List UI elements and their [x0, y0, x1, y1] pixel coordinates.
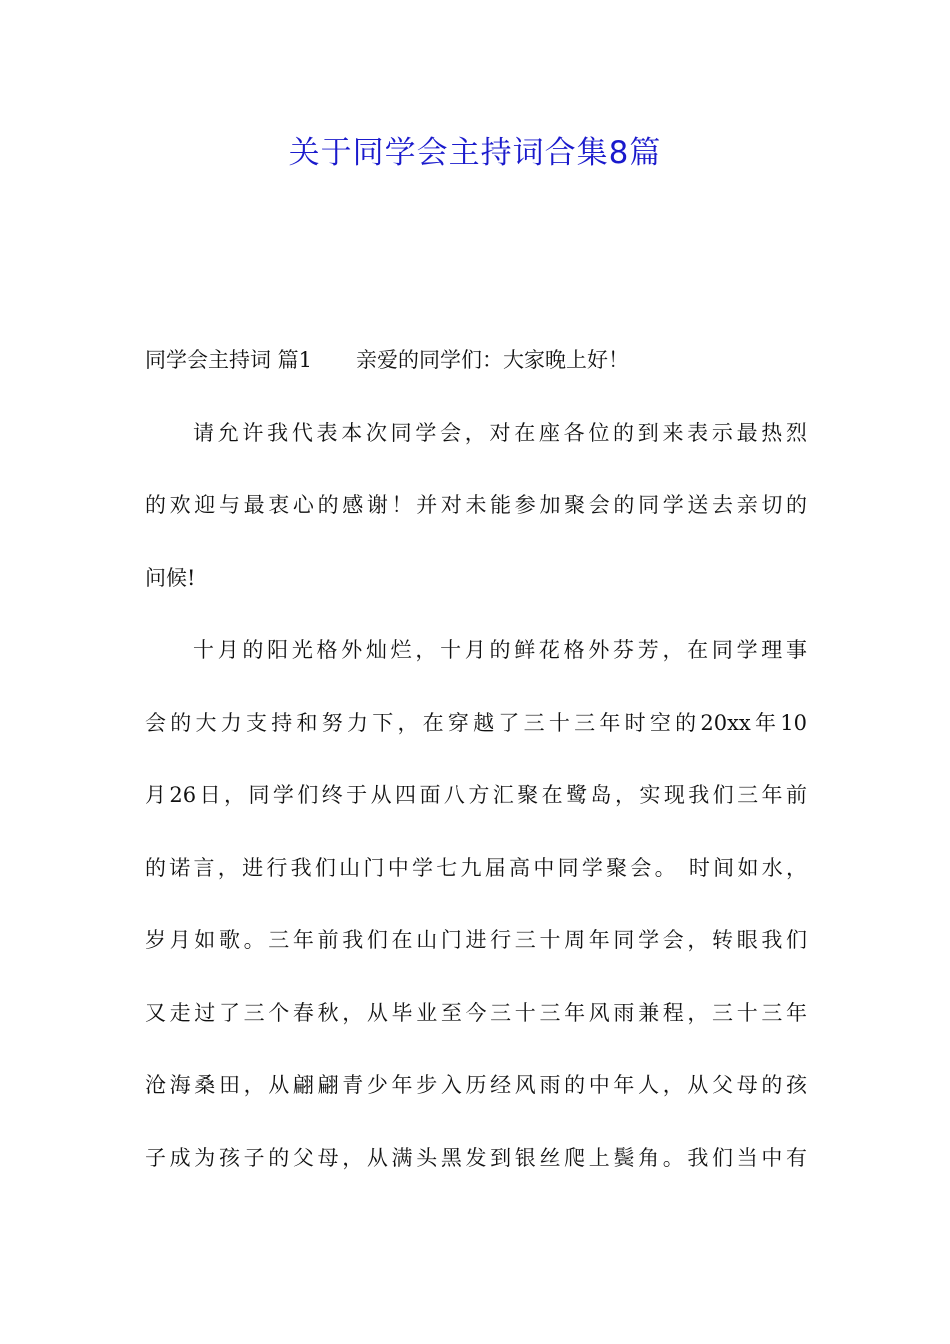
paragraph-line: 子成为孩子的父母，从满头黑发到银丝爬上鬓角。我们当中有: [145, 1145, 807, 1170]
document-body: [145, 338, 807, 1208]
section-heading: 同学会主持词 篇1: [145, 348, 313, 372]
paragraph-line: 的欢迎与最衷心的感谢！并对未能参加聚会的同学送去亲切的: [145, 493, 807, 517]
greeting: 亲爱的同学们：大家晚上好！: [356, 348, 630, 372]
paragraph-line: 岁月如歌。三年前我们在山门进行三十周年同学会，转眼我们: [145, 928, 807, 952]
paragraph-line: 的诺言，进行我们山门中学七九届高中同学聚会。 时间如水，: [145, 855, 807, 880]
paragraph-line: 会的大力支持和努力下，在穿越了三十三年时空的20xx年10: [145, 710, 807, 735]
heading-line: [145, 338, 807, 411]
paragraph-line: 沧海桑田，从翩翩青少年步入历经风雨的中年人，从父母的孩: [145, 1073, 807, 1097]
paragraph-line: 月26日，同学们终于从四面八方汇聚在鹭岛，实现我们三年前: [145, 783, 807, 807]
paragraph-line: 请允许我代表本次同学会，对在座各位的到来表示最热烈: [193, 420, 807, 445]
paragraph-line: 又走过了三个春秋，从毕业至今三十三年风雨兼程，三十三年: [145, 1000, 807, 1025]
paragraph-line: 问候!: [145, 565, 196, 590]
paragraph-line: 十月的阳光格外灿烂，十月的鲜花格外芬芳，在同学理事: [193, 638, 807, 662]
document-title: 关于同学会主持词合集8篇: [288, 135, 662, 171]
